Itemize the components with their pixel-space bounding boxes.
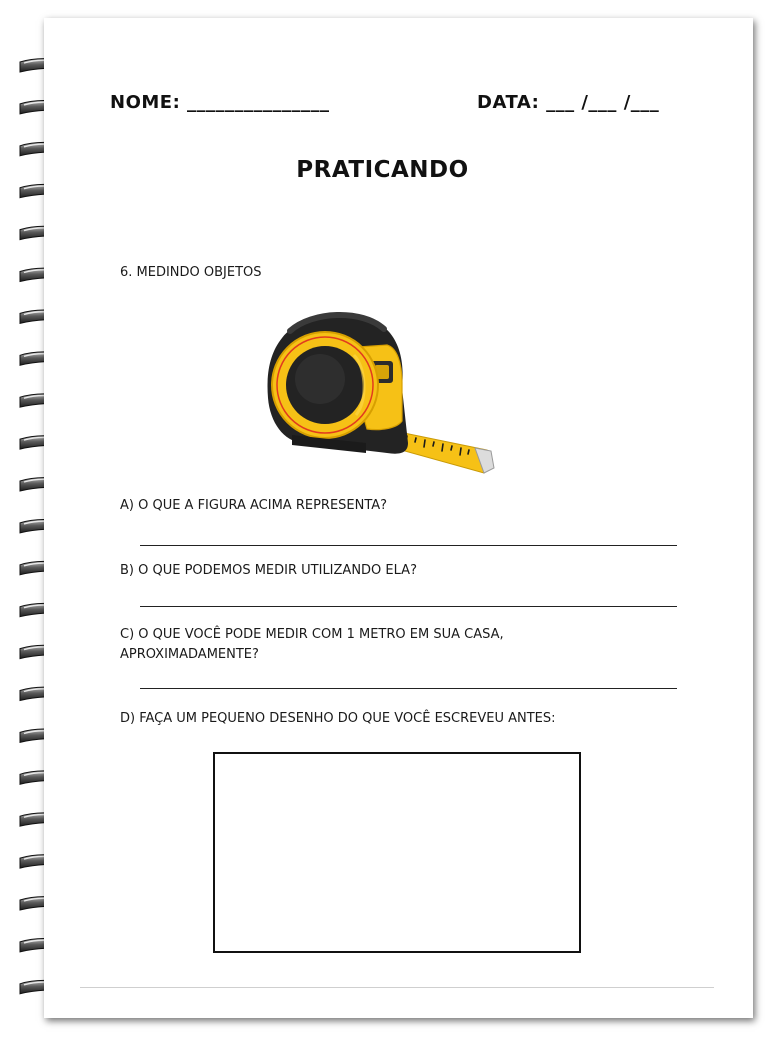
answer-line-b xyxy=(140,606,677,607)
exercise-heading: 6. MEDINDO OBJETOS xyxy=(120,265,262,280)
question-b: B) O QUE PODEMOS MEDIR UTILIZANDO ELA? xyxy=(120,563,417,578)
page-footer-rule xyxy=(80,987,714,988)
question-d: D) FAÇA UM PEQUENO DESENHO DO QUE VOCÊ ESCREVEU ANTES: xyxy=(120,711,556,726)
page-title: PRATICANDO xyxy=(296,157,469,183)
question-c-line1: C) O QUE VOCÊ PODE MEDIR COM 1 METRO EM SUA CASA, xyxy=(120,627,504,642)
date-field-label: DATA: ___ /___ /___ xyxy=(477,92,660,113)
measuring-tape-icon xyxy=(262,303,498,489)
answer-line-a xyxy=(140,545,677,546)
question-a: A) O QUE A FIGURA ACIMA REPRESENTA? xyxy=(120,498,388,513)
question-c-line2: APROXIMADAMENTE? xyxy=(120,647,259,662)
drawing-box[interactable] xyxy=(213,752,581,953)
answer-line-c xyxy=(140,688,677,689)
name-field-label: NOME: _______________ xyxy=(110,92,330,113)
